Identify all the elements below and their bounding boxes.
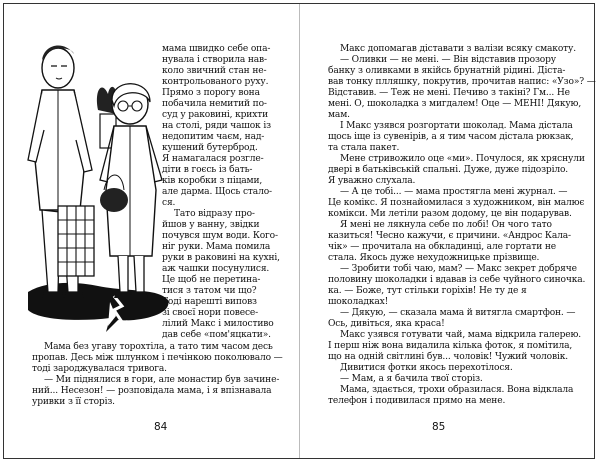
text-line: діти в гоєсь із бать- xyxy=(162,165,253,175)
text-line: І перш ніж вона видалила кілька фоток, я помітила, xyxy=(328,341,573,351)
text-line: але дарма. Щось стало- xyxy=(162,187,272,197)
text-line: Я уважно слухала. xyxy=(328,176,416,186)
text-line: ніг руки. Мама помила xyxy=(162,242,271,252)
text-line: тися з татом чи що? xyxy=(162,286,257,296)
text-line: мені. О, шоколадка з мигдалем! Оце — МЕНІ! Дякую, xyxy=(328,99,582,109)
text-line: руки в раковині на кухні, xyxy=(162,253,280,263)
text-line: Я намагалася розгле- xyxy=(162,154,264,164)
text-line: двері в батьківській спальні. Дуже, дуже підозріло. xyxy=(328,165,569,175)
text-line: Макс допомагав діставати з валізи всяку смакоту. xyxy=(340,44,576,54)
page-number: 84 xyxy=(154,421,168,433)
text-line: коло звичний стан не- xyxy=(162,66,267,76)
right-page xyxy=(300,0,596,462)
text-line: та стала пакет. xyxy=(328,143,400,153)
text-line: дав себе «пом'яцкати». xyxy=(162,330,271,340)
text-line: — Мам, а я бачила твої сторіз. xyxy=(340,374,483,384)
text-line: Дивитися фотки якось перехотілося. xyxy=(340,363,513,373)
text-line: аж чашки посунулися. xyxy=(162,264,270,274)
text-line: половину шоколадки і вдавав із себе чуйного синочка. xyxy=(328,275,586,285)
text-line: уривки з її сторіз. xyxy=(32,397,115,407)
text-line: Це комікс. Я познайомилася з художником, він малює xyxy=(328,198,585,208)
text-line: суд у раковині, крихти xyxy=(162,110,268,120)
text-line: Макс узявся готувати чай, мама відкрила галерею. xyxy=(340,330,582,340)
text-line: Тоді нарешті виповз xyxy=(162,297,257,307)
text-line: стала. Якось дуже нехудожницьке прізвище. xyxy=(328,253,540,263)
text-line: контрольованого руху. xyxy=(162,77,269,87)
text-line: кушений бутерброд. xyxy=(162,143,258,153)
text-line: — А це тобі... — мама простягла мені журнал. — xyxy=(340,187,568,197)
text-line: Відставив. — Теж не мені. Печиво з такіні? Гм... Не xyxy=(328,88,570,98)
text-line: телефон і подивилася прямо на мене. xyxy=(328,396,506,406)
text-line: І Макс узявся розгортати шоколад. Мама дістала xyxy=(340,121,573,131)
ink-drawing-two-people-and-bags xyxy=(18,30,174,334)
text-line: — Ми піднялися в гори, але монастир був зачине- xyxy=(44,375,280,385)
text-line: мам. xyxy=(328,110,350,120)
text-line: йшов у ванну, звідки xyxy=(162,220,260,230)
text-line: банку з оливками в якійсь брунатній рідині. Діста- xyxy=(328,66,566,76)
text-line: казиться! Чесно кажучи, є причини. «Андрос Кала- xyxy=(328,231,571,241)
text-line: — Зробити тобі чаю, мам? — Макс зекрет добряче xyxy=(340,264,577,274)
text-line: шоколадках! xyxy=(328,297,389,307)
left-page xyxy=(4,0,300,462)
text-line: тоді зароджувалася тривога. xyxy=(32,364,167,374)
text-line: недопитим чаєм, над- xyxy=(162,132,265,142)
page-number: 85 xyxy=(432,421,446,433)
text-line: Мама, здається, трохи образилася. Вона відклала xyxy=(340,385,574,395)
text-line: побачила немитий по- xyxy=(162,99,267,109)
text-line: Я мені не лякнула себе по лобі! Он чого тато xyxy=(340,220,552,230)
text-line: лілий Макс і милостиво xyxy=(162,319,274,329)
text-line: нувала і створила нав- xyxy=(162,55,267,65)
text-line: щось іще із сувенірів, а я тим часом дістала рюкзак, xyxy=(328,132,574,142)
text-line: на столі, ряди чашок із xyxy=(162,121,271,131)
text-line: чік» — прочитала на обкладинці, але гортати не xyxy=(328,242,556,252)
text-line: ків коробки з піцами, xyxy=(162,176,263,186)
text-line: — Дякую, — сказала мама й витягла смартфон. — xyxy=(340,308,576,318)
text-line: ний... Несезон! — розповідала мама, і я впізнавала xyxy=(32,386,272,396)
text-line: комікси. Ми летіли разом додому, це він подарував. xyxy=(328,209,572,219)
text-line: Це щоб не перетина- xyxy=(162,275,261,285)
text-line: вав тонку плляшку, покрутив, прочитав напис: «Узо»? — xyxy=(328,77,596,87)
text-line: Прямо з порогу вона xyxy=(162,88,260,98)
text-line: ка. — Боже, тут стільки горіхів! Не ту де я xyxy=(328,286,527,296)
text-line: почувся шум води. Кого- xyxy=(162,231,278,241)
text-line: Мама без угаву торохтіла, а тато тим часом десь xyxy=(44,342,273,352)
text-line: зі своєї нори повесе- xyxy=(162,308,259,318)
text-line: Мене стривожило оце «ми». Почулося, як хряснули xyxy=(340,154,585,164)
text-line: Ось, дивіться, яка краса! xyxy=(328,319,445,329)
text-line: пропав. Десь між шлунком і печінкою поколювало — xyxy=(32,353,283,363)
text-line: Тато відразу про- xyxy=(174,209,255,219)
text-line: що на одній світлині був... чоловік! Чужий чоловік. xyxy=(328,352,568,362)
text-line: ся. xyxy=(162,198,176,208)
text-line: — Оливки — не мені. — Він відставив прозору xyxy=(340,55,556,65)
text-line: мама швидко себе опа- xyxy=(162,44,271,54)
